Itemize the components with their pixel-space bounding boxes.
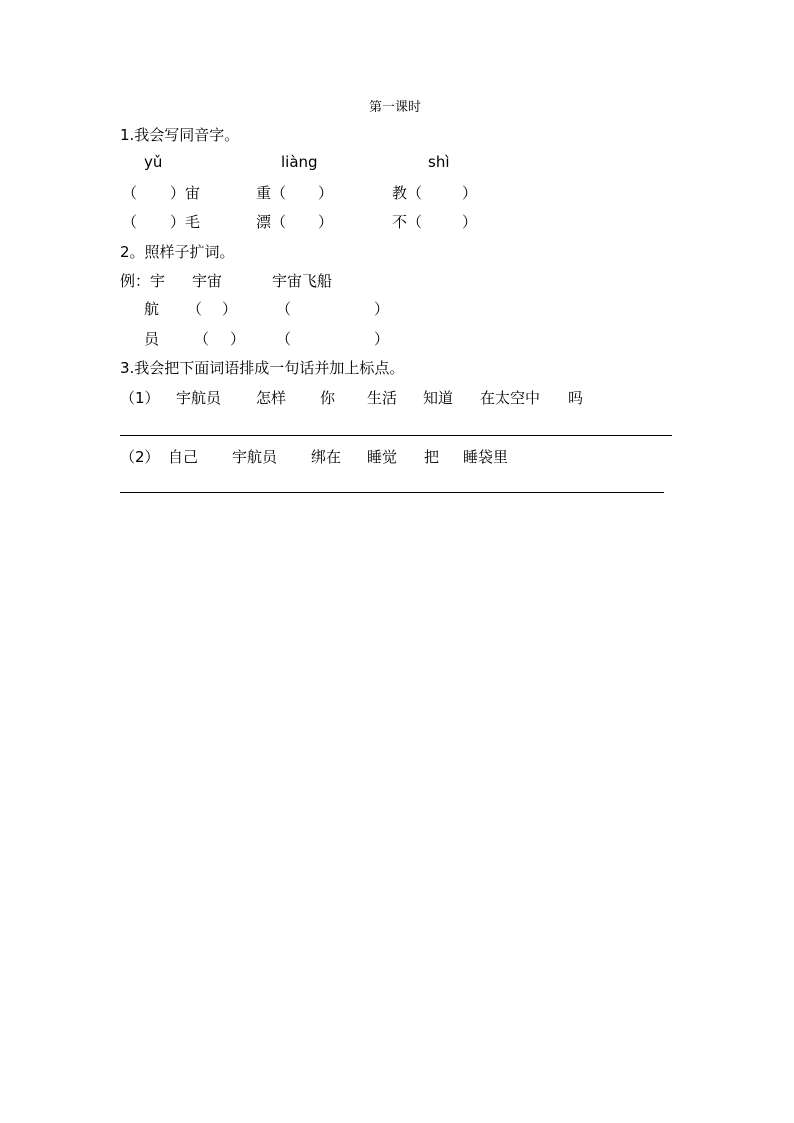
q1-row1-zhong: 重（ [256, 184, 287, 202]
q3-s1-word: 你 [320, 389, 336, 407]
q1-heading: 1.我会写同音字。 [120, 126, 240, 144]
q2-hang-paren2-close: ） [374, 300, 390, 318]
q1-row1-open: （ [122, 184, 138, 202]
q3-s2-num: （2） [120, 448, 160, 466]
q3-s2-word: 自己 [168, 448, 199, 466]
q1-row1-close2: ） [318, 184, 334, 202]
page-title: 第一课时 [369, 100, 422, 115]
q1-row1-jiao: 教（ [392, 184, 423, 202]
q3-s2-word: 睡觉 [367, 448, 398, 466]
pinyin-liang: liàng [281, 153, 318, 171]
q2-heading: 2。照样子扩词。 [120, 243, 235, 261]
q2-yuan-paren1-close: ） [230, 330, 246, 348]
q2-yuan-paren2-close: ） [374, 330, 390, 348]
q3-s2-word: 宇航员 [232, 448, 278, 466]
q3-heading: 3.我会把下面词语排成一句话并加上标点。 [120, 359, 405, 377]
q2-yuan-paren2-open: （ [276, 330, 292, 348]
pinyin-shi: shì [428, 153, 450, 171]
q1-row1-zhou: ）宙 [170, 184, 201, 202]
pinyin-yu: yǔ [144, 153, 163, 171]
q1-row2-bu: 不（ [392, 213, 423, 231]
q2-example-word: 宇宙 [192, 272, 223, 290]
q3-s1-word: 宇航员 [176, 389, 222, 407]
q1-row2-open: （ [122, 213, 138, 231]
q2-hang-paren1-open: （ [187, 300, 203, 318]
q3-s2-word: 睡袋里 [463, 448, 509, 466]
q2-example-phrase: 宇宙飞船 [272, 272, 333, 290]
q1-row2-mao: ）毛 [170, 213, 201, 231]
q2-item-hang: 航 [144, 300, 160, 318]
q2-hang-paren1-close: ） [222, 300, 238, 318]
q3-s1-word: 吗 [568, 389, 584, 407]
answer-line-2[interactable] [120, 492, 664, 493]
q2-example-prefix: 例：宇 [120, 272, 166, 290]
q2-item-yuan: 员 [144, 330, 160, 348]
q3-s1-word: 知道 [423, 389, 454, 407]
q1-row2-close2: ） [318, 213, 334, 231]
q1-row2-close3: ） [462, 213, 478, 231]
answer-line-1[interactable] [120, 435, 672, 436]
q3-s1-word: 生活 [367, 389, 398, 407]
q2-hang-paren2-open: （ [276, 300, 292, 318]
q3-s1-word: 在太空中 [480, 389, 541, 407]
q1-row2-piao: 漂（ [256, 213, 287, 231]
q3-s2-word: 把 [424, 448, 440, 466]
q1-row1-close3: ） [462, 184, 478, 202]
q3-s1-word: 怎样 [256, 389, 287, 407]
q3-s1-num: （1） [120, 389, 160, 407]
q3-s2-word: 绑在 [311, 448, 342, 466]
q2-yuan-paren1-open: （ [194, 330, 210, 348]
